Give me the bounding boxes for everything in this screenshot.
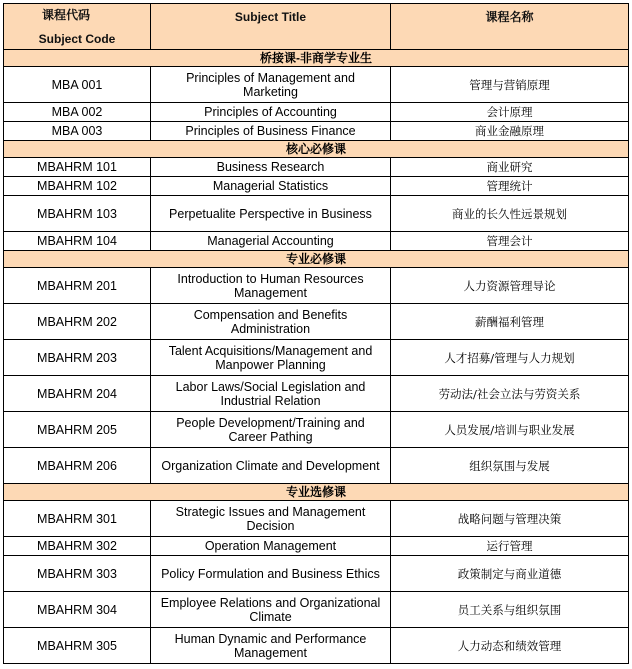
table-row: [4, 177, 629, 196]
course-title: Principles of Management and Marketing: [151, 67, 391, 103]
course-name-zh: 战略问题与管理决策: [391, 501, 629, 537]
header-course-name-zh: 课程名称: [391, 4, 629, 50]
course-name-zh: 人力动态和绩效管理: [391, 628, 629, 664]
course-code: MBAHRM 101: [4, 158, 151, 177]
course-title: Strategic Issues and Management Decision: [151, 501, 391, 537]
course-title: Principles of Business Finance: [151, 122, 391, 141]
course-code: MBA 002: [4, 103, 151, 122]
course-name-zh: 商业研究: [391, 158, 629, 177]
course-name-zh: 人员发展/培训与职业发展: [391, 412, 629, 448]
course-title: Organization Climate and Development: [151, 448, 391, 484]
course-name-zh: 运行管理: [391, 537, 629, 556]
course-code: MBAHRM 304: [4, 592, 151, 628]
course-title: Managerial Accounting: [151, 232, 391, 251]
course-code: MBAHRM 104: [4, 232, 151, 251]
table-row: [4, 501, 629, 537]
course-title: Human Dynamic and Performance Management: [151, 628, 391, 664]
course-name-zh: 会计原理: [391, 103, 629, 122]
table-row: [4, 448, 629, 484]
table-row: [4, 304, 629, 340]
section-row: [4, 141, 629, 158]
course-code: MBA 003: [4, 122, 151, 141]
table-row: [4, 376, 629, 412]
course-name-zh: 政策制定与商业道德: [391, 556, 629, 592]
course-title: People Development/Training and Career Pathing: [151, 412, 391, 448]
curriculum-table: [3, 3, 629, 664]
course-name-zh: 商业的长久性远景规划: [391, 196, 629, 232]
course-title: Talent Acquisitions/Management and Manpower Planning: [151, 340, 391, 376]
table-row: [4, 592, 629, 628]
table-row: [4, 268, 629, 304]
section-row: [4, 50, 629, 67]
table-row: [4, 67, 629, 103]
course-name-zh: 组织氛围与发展: [391, 448, 629, 484]
table-row: [4, 232, 629, 251]
course-name-zh: 薪酬福利管理: [391, 304, 629, 340]
table-row: [4, 628, 629, 664]
table-row: [4, 158, 629, 177]
course-code: MBAHRM 302: [4, 537, 151, 556]
section-label: 桥接课-非商学专业生: [4, 50, 629, 67]
course-code: MBAHRM 203: [4, 340, 151, 376]
course-code: MBAHRM 303: [4, 556, 151, 592]
course-name-zh: 人才招募/管理与人力规划: [391, 340, 629, 376]
table-row: [4, 340, 629, 376]
header-subject-title: Subject Title: [151, 4, 391, 50]
course-name-zh: 劳动法/社会立法与劳资关系: [391, 376, 629, 412]
course-code: MBA 001: [4, 67, 151, 103]
header-code-en: Subject Code: [38, 31, 116, 46]
section-label: 专业选修课: [4, 484, 629, 501]
table-row: [4, 537, 629, 556]
course-name-zh: 管理与营销原理: [391, 67, 629, 103]
table-body: [4, 50, 629, 664]
course-code: MBAHRM 205: [4, 412, 151, 448]
table-row: [4, 412, 629, 448]
course-code: MBAHRM 206: [4, 448, 151, 484]
course-code: MBAHRM 204: [4, 376, 151, 412]
course-name-zh: 商业金融原理: [391, 122, 629, 141]
course-name-zh: 人力资源管理导论: [391, 268, 629, 304]
course-name-zh: 员工关系与组织氛围: [391, 592, 629, 628]
section-label: 核心必修课: [4, 141, 629, 158]
header-subject-code: [4, 4, 151, 50]
header-code-zh: 课程代码: [42, 7, 91, 22]
course-code: MBAHRM 201: [4, 268, 151, 304]
header-row: [4, 4, 629, 50]
course-name-zh: 管理会计: [391, 232, 629, 251]
course-title: Managerial Statistics: [151, 177, 391, 196]
course-title: Employee Relations and Organizational Climate: [151, 592, 391, 628]
course-code: MBAHRM 301: [4, 501, 151, 537]
course-name-zh: 管理统计: [391, 177, 629, 196]
course-code: MBAHRM 202: [4, 304, 151, 340]
course-title: Operation Management: [151, 537, 391, 556]
course-title: Perpetualite Perspective in Business: [151, 196, 391, 232]
course-title: Compensation and Benefits Administration: [151, 304, 391, 340]
course-title: Policy Formulation and Business Ethics: [151, 556, 391, 592]
course-title: Business Research: [151, 158, 391, 177]
section-row: [4, 251, 629, 268]
table-row: [4, 196, 629, 232]
course-title: Introduction to Human Resources Management: [151, 268, 391, 304]
course-title: Principles of Accounting: [151, 103, 391, 122]
table-row: [4, 556, 629, 592]
course-code: MBAHRM 102: [4, 177, 151, 196]
course-title: Labor Laws/Social Legislation and Industrial Relation: [151, 376, 391, 412]
course-code: MBAHRM 305: [4, 628, 151, 664]
table-row: [4, 122, 629, 141]
table-row: [4, 103, 629, 122]
section-label: 专业必修课: [4, 251, 629, 268]
course-code: MBAHRM 103: [4, 196, 151, 232]
section-row: [4, 484, 629, 501]
